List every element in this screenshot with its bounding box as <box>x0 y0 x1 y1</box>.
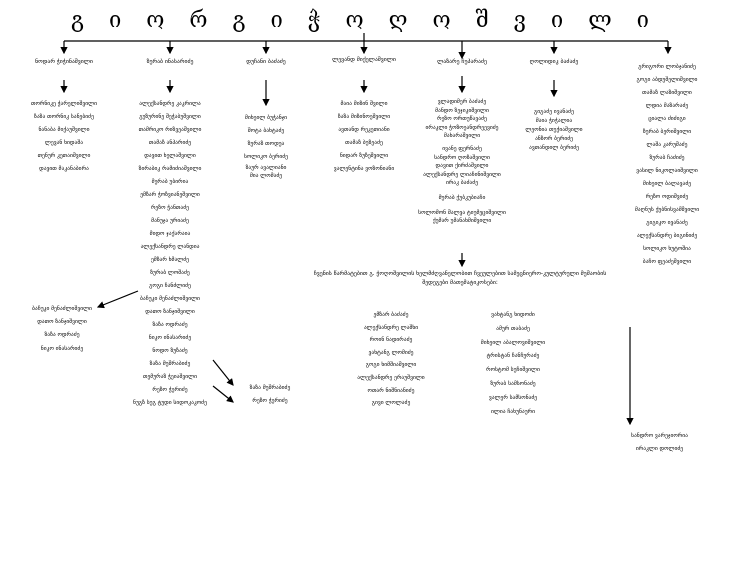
list-item: ვახტანგ ხიდოძი <box>491 312 535 318</box>
list-item: ალექსანდრე ლიაჩინიშვილი <box>423 171 501 178</box>
list-item: სოლიკო ბერიძე <box>243 154 289 160</box>
list-item: სოლიკო ხუტოშია <box>643 246 691 252</box>
list-item: მურაბ ქუბკუბიაჩი <box>438 194 486 201</box>
list-item: ლაშა კარუშაძე <box>646 142 688 148</box>
list-item: ზურაბ ლოშაძე <box>150 270 190 276</box>
list-item: ვლადიმერ ბაძაძე <box>437 99 487 105</box>
list-item: ბაჩუკი მენაძლიშვილი <box>140 296 200 302</box>
list-item: სანდრო ვარეჯიორია <box>631 433 688 439</box>
list-item: ალექსანდრე ბიგინიძე <box>636 233 698 239</box>
list-item: ალექსანდრე ლაშხი <box>363 324 419 331</box>
list-item: რეზო ჭანთაძე <box>150 205 190 211</box>
list-item: ივანე ფერნაძე <box>442 145 482 152</box>
list-item: ზაზა მუშრაბიძე <box>249 385 291 391</box>
list-item: მიხეილ ბალავაძე <box>642 181 692 187</box>
branch-1-header: ნოდარ ჭიჭინაშვილი <box>35 59 93 65</box>
list-item: მაია მიზინ შვილი <box>340 101 388 107</box>
list-item: მია ლომაძე <box>249 173 283 179</box>
list-item: ზაზა მუშრაბიძე <box>149 361 191 367</box>
list-item: ნუგზ სუგ ტუდი სიდოკაკოძე <box>133 400 207 406</box>
list-item: რეზო ორთუწავაძე <box>437 116 487 123</box>
list-item: როინ ნადირაძე <box>369 337 413 344</box>
list-item: ნიკო ინასარიძე <box>148 335 192 341</box>
list-item: გივი ლოლაძე <box>371 400 411 407</box>
list-item: ზაზა თორნიკ სანებიძე <box>34 114 94 120</box>
list-item: ვალერ სამსონაძე <box>488 394 538 401</box>
list-item: ზირაბიკ რამიძიაშვილი <box>138 166 202 172</box>
list-item: ზურაბ ბერიშვილი <box>642 129 692 135</box>
list-item: ზაურ ავალიანი <box>245 165 287 171</box>
list-item: ამურ თაბაძე <box>496 325 530 332</box>
branch-5-header: ლაზარე ჩუპარაძე <box>437 59 487 65</box>
list-item: ავთანდილ ბერიძე <box>529 145 579 151</box>
list-item: გრიგორი ლობჯანიძე <box>638 64 696 70</box>
branch-3-list <box>211 112 321 180</box>
list-item: ნიდარ ზუზეშვილი <box>339 153 389 159</box>
list-item: ზაზა ოდრაძე <box>152 322 188 328</box>
list-item: მერაბ უბირია <box>151 179 189 185</box>
list-item: ზურაზ თოდუა <box>247 141 285 147</box>
list-item: რეზო ოდიშვიძე <box>645 194 689 200</box>
mid-extra-list <box>225 382 315 408</box>
branch-2-list <box>115 98 225 410</box>
list-item: თამაზ ანპარიძე <box>148 140 192 146</box>
list-item: ნოდო ზუზაძე <box>152 348 188 354</box>
list-item: გიგაძე ივანაძე <box>534 109 574 115</box>
list-item: ვასილ ნიკოლაიშვილი <box>636 168 698 174</box>
list-item: ზაზა მიზინოეშვილი <box>337 114 391 120</box>
branch-1-list <box>9 98 119 176</box>
list-item: დავით ხელაშვილი <box>144 153 196 159</box>
list-item: ლეონია თუქიაშვილი <box>525 127 583 133</box>
branch-3-header: დუჩანი ბაძაძე <box>246 59 286 65</box>
note-left-list <box>336 309 446 410</box>
list-item: თენურ კეთაიშვილი <box>37 153 91 159</box>
list-item: ბაჩუკი მენაძლიშვილი <box>32 306 92 312</box>
list-item: თამაზ ბუზეაძე <box>345 140 383 146</box>
list-item: ზურაბ სამსონაძე <box>490 380 536 387</box>
list-item: მიხეილ აბალოვიშვილი <box>480 339 546 346</box>
branch-4-list <box>309 98 419 176</box>
list-item: ტრისტან ჩანჩურაძე <box>486 353 540 360</box>
list-item: ემზარ ბაძაძე <box>373 312 409 318</box>
list-item: ზურაბ ჩაძიძე <box>649 155 685 161</box>
left-extra-list <box>12 303 112 356</box>
list-item: ბაჩო ფეაძეშვილი <box>642 259 692 265</box>
list-item: მანდო ზეჯიკიშვილი <box>435 107 489 114</box>
list-item: ირაკლი ჭოზოეანდრეევიძე <box>425 124 499 131</box>
list-item: რეზო ჭერიძე <box>252 398 288 405</box>
list-item: მიხეილ ბუჭანჯი <box>244 115 288 121</box>
list-item: ირაკ ბაძაძე <box>445 180 479 187</box>
list-item: ირაკლი დოლიძე <box>635 446 684 453</box>
list-item: ვალენტინა ვოზონიანი <box>333 166 395 172</box>
list-item: ალექსანდრე კაკრილა <box>139 101 201 107</box>
list-item: გოგი აბდუშელიშვილი <box>636 77 698 83</box>
list-item: გუზურინე შეჭაბუშვილი <box>139 114 201 120</box>
list-item: დათო ზანჯიშვილი <box>37 319 87 326</box>
list-item: თემურაზ ჭეიაშვილი <box>142 374 198 380</box>
list-item: ვახტანგ ლომიძე <box>368 349 414 356</box>
list-item: დავით მაკანაბირა <box>39 166 89 172</box>
right-extra-list <box>597 430 722 456</box>
list-item: გიგიკო ივანაძე <box>646 220 688 226</box>
branch-6-list <box>499 108 609 153</box>
list-item: ოთარ ნიშნიანიძე <box>367 387 415 394</box>
list-item: როსტომ სუჩიშვილი <box>486 367 540 374</box>
branch-6-header: ღოლიდიკ ბაძაძე <box>529 59 579 65</box>
page-title: გ ი ო რ გ ი ჭ ო ღ ო შ ვ ი ლ ი <box>71 8 658 33</box>
list-item: დავით ქირძაშვილი <box>435 163 489 170</box>
list-item: ავთანდ რეკეთიანი <box>338 127 390 133</box>
list-item: ლდია მაზარაძე <box>645 103 689 109</box>
list-item: ქუმარ უმანახმიშვილი <box>432 218 492 225</box>
list-item: სანდრო ღოზაშვილი <box>434 154 490 161</box>
summary-note: ჩვენის წარმატებით გ. ჭოღოშვილის ხელმძღვანელობით ჩვეულებით სამეცნიერო-კულტურული მუშაობის შედეგები მათემატიკოსები: <box>313 271 607 286</box>
list-item: მაია ჭიჭალია <box>535 118 573 124</box>
list-item: ნანაბა მიქაუშვილი <box>38 127 90 133</box>
list-item: ანზორ ბერიძე <box>534 136 574 142</box>
list-item: ნიკო ინასარიძე <box>40 345 84 352</box>
branch-4-header: ლევანდ მიქელაშვილი <box>332 57 396 63</box>
list-item: მიდო ჯაქარაია <box>149 231 191 237</box>
list-item: მაღნუს ქუბნისვამშვილი <box>634 207 700 213</box>
list-item: ილია ჩახუნაური <box>490 408 535 415</box>
list-item: გოგი ჩანძლიძე <box>149 283 191 289</box>
list-item: ალექსანდრე ერაუშვილი <box>357 374 425 381</box>
branch-2-header: ზურაბ ინასარიძე <box>146 59 194 65</box>
list-item: შოტა ბახტაძე <box>247 128 285 134</box>
list-item: თამრიკო რიზვეაშვილი <box>138 127 202 133</box>
list-item: გოგი ხიმშიაშვილი <box>365 362 417 369</box>
list-item: ლევან ხიდაშა <box>44 140 84 146</box>
list-item: სოლომონ შალვა ტიუმეციშვილი <box>418 209 506 216</box>
list-item: ალექსანდრე ლანდია <box>140 244 200 250</box>
list-item: მანუჯა ურიაძე <box>151 218 189 224</box>
list-item: დათო ზანჯიშვილი <box>145 309 195 315</box>
list-item: ციალა ძიძიგი <box>648 116 686 122</box>
list-item: ემზარ ჭოზვიანეშვილი <box>140 192 200 198</box>
branch-7-list <box>608 61 726 269</box>
list-item: მახარაშვილი <box>443 133 481 140</box>
list-item: ემზარ ხმალძე <box>150 257 190 263</box>
list-item: თამაზ ლაზიშვილი <box>642 90 692 96</box>
list-item: ზაზა ოდრაძე <box>44 332 80 339</box>
list-item: რეზო ჭერიძე <box>152 387 188 393</box>
list-item: თორნიკე ჭარელიშვილი <box>30 101 98 107</box>
note-right-list <box>458 309 568 419</box>
